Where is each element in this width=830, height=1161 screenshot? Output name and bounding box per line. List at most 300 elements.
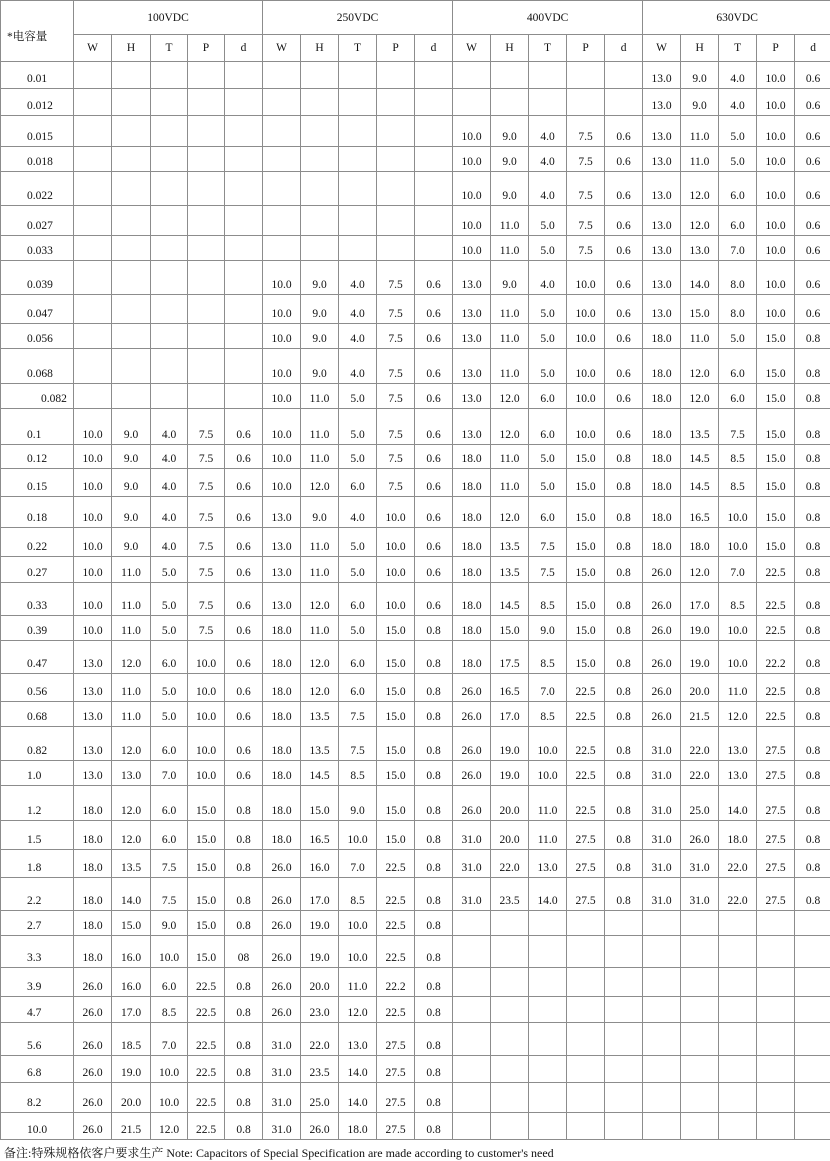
capacitance-cell: 1.2	[1, 786, 74, 821]
table-row	[1, 62, 830, 89]
dimension-cell-v400-p: 15.0	[567, 583, 605, 616]
dimension-cell-v630-t: 13.0	[719, 761, 757, 786]
dimension-cell-v100-h: 11.0	[112, 557, 151, 583]
dimension-cell-v250-p: 15.0	[377, 674, 415, 702]
dimension-cell-v250-p: 27.5	[377, 1023, 415, 1056]
dimension-cell-v250-h: 15.0	[301, 786, 339, 821]
table-row	[1, 557, 830, 583]
dimension-cell-v630-h: 12.0	[681, 349, 719, 384]
dimension-cell-v250-p: 15.0	[377, 761, 415, 786]
capacitance-cell: 1.5	[1, 821, 74, 850]
dimension-cell-v630-t	[719, 997, 757, 1023]
dimension-cell-v100-h: 12.0	[112, 786, 151, 821]
dimension-cell-v630-h	[681, 1113, 719, 1140]
dimension-cell-v250-p: 22.2	[377, 968, 415, 997]
dimension-cell-v630-h: 11.0	[681, 147, 719, 172]
dimension-cell-v100-d: 0.6	[225, 761, 263, 786]
dimension-cell-v400-t: 5.0	[529, 206, 567, 236]
dimension-cell-v250-d: 0.8	[415, 1113, 453, 1140]
dimension-cell-v400-t: 5.0	[529, 324, 567, 349]
capacitance-cell: 0.68	[1, 702, 74, 727]
dimension-cell-v100-w: 26.0	[74, 1113, 112, 1140]
dimension-cell-v250-t: 4.0	[339, 295, 377, 324]
dimension-cell-v100-d: 08	[225, 936, 263, 968]
capacitance-cell: 0.082	[1, 384, 74, 409]
dimension-cell-v400-h: 17.0	[491, 702, 529, 727]
dimension-cell-v250-d: 0.8	[415, 878, 453, 911]
dimension-cell-v100-t: 6.0	[151, 727, 188, 761]
dimension-cell-v630-h: 31.0	[681, 878, 719, 911]
dimension-cell-v100-d	[225, 206, 263, 236]
dimension-cell-v400-d: 0.8	[605, 616, 643, 641]
table-row	[1, 469, 830, 497]
dimension-cell-v400-h	[491, 936, 529, 968]
dimension-cell-v100-d	[225, 384, 263, 409]
dimension-cell-v250-t: 6.0	[339, 583, 377, 616]
dimension-cell-v400-t	[529, 911, 567, 936]
dimension-cell-v250-d: 0.8	[415, 761, 453, 786]
dimension-cell-v250-w: 10.0	[263, 261, 301, 295]
dimension-cell-v250-t: 6.0	[339, 641, 377, 674]
dimension-cell-v250-p: 15.0	[377, 786, 415, 821]
dimension-cell-v250-w: 10.0	[263, 469, 301, 497]
dimension-cell-v250-w: 13.0	[263, 557, 301, 583]
dimension-cell-v630-p: 10.0	[757, 89, 795, 116]
dimension-cell-v100-d: 0.6	[225, 497, 263, 528]
dimension-cell-v630-t: 10.0	[719, 641, 757, 674]
dimension-cell-v250-h: 19.0	[301, 936, 339, 968]
dimension-cell-v100-w	[74, 62, 112, 89]
dimension-cell-v250-p: 27.5	[377, 1083, 415, 1113]
dimension-cell-v100-t: 4.0	[151, 469, 188, 497]
dimension-cell-v100-d: 0.6	[225, 727, 263, 761]
dimension-cell-v250-p: 22.5	[377, 936, 415, 968]
dimension-cell-v100-d	[225, 172, 263, 206]
dimension-cell-v100-t: 5.0	[151, 616, 188, 641]
dimension-cell-v250-h: 9.0	[301, 295, 339, 324]
dimension-cell-v630-h: 11.0	[681, 324, 719, 349]
dimension-cell-v250-h: 13.5	[301, 702, 339, 727]
capacitance-cell: 0.039	[1, 261, 74, 295]
capacitance-cell: 3.3	[1, 936, 74, 968]
dimension-cell-v100-w: 18.0	[74, 878, 112, 911]
dimension-cell-v100-w: 10.0	[74, 497, 112, 528]
dimension-cell-v630-d	[795, 1083, 830, 1113]
dimension-cell-v250-h: 23.5	[301, 1056, 339, 1083]
dimension-cell-v250-p: 22.5	[377, 850, 415, 878]
dimension-cell-v100-p	[188, 295, 225, 324]
dimension-cell-v630-h: 12.0	[681, 172, 719, 206]
dimension-cell-v400-t: 7.0	[529, 674, 567, 702]
dimension-cell-v400-p: 22.5	[567, 786, 605, 821]
dimension-cell-v630-p: 22.5	[757, 674, 795, 702]
capacitance-cell: 10.0	[1, 1113, 74, 1140]
dimension-cell-v100-d	[225, 89, 263, 116]
column-header-d: d	[795, 35, 830, 62]
dimension-cell-v400-d: 0.6	[605, 324, 643, 349]
dimension-cell-v100-p: 7.5	[188, 497, 225, 528]
dimension-cell-v400-t: 6.0	[529, 497, 567, 528]
dimension-cell-v630-t: 13.0	[719, 727, 757, 761]
dimension-cell-v630-h: 31.0	[681, 850, 719, 878]
dimension-cell-v400-p: 15.0	[567, 528, 605, 557]
dimension-cell-v630-w: 13.0	[643, 147, 681, 172]
dimension-cell-v250-h: 12.0	[301, 583, 339, 616]
dimension-cell-v400-d: 0.8	[605, 702, 643, 727]
dimension-cell-v100-d: 0.6	[225, 583, 263, 616]
dimension-cell-v250-t: 4.0	[339, 261, 377, 295]
dimension-cell-v630-p: 10.0	[757, 261, 795, 295]
dimension-cell-v630-d	[795, 1113, 830, 1140]
dimension-cell-v100-h: 20.0	[112, 1083, 151, 1113]
dimension-cell-v630-d: 0.8	[795, 583, 830, 616]
dimension-cell-v630-w: 31.0	[643, 850, 681, 878]
dimension-cell-v630-d: 0.8	[795, 409, 830, 445]
dimension-cell-v100-p: 10.0	[188, 727, 225, 761]
dimension-cell-v100-t: 7.5	[151, 850, 188, 878]
dimension-cell-v630-p	[757, 911, 795, 936]
dimension-cell-v100-d: 0.6	[225, 702, 263, 727]
dimension-cell-v250-d: 0.8	[415, 936, 453, 968]
dimension-cell-v630-p: 22.5	[757, 557, 795, 583]
dimension-cell-v100-h: 14.0	[112, 878, 151, 911]
dimension-cell-v400-h: 12.0	[491, 497, 529, 528]
table-row	[1, 261, 830, 295]
dimension-cell-v100-w: 13.0	[74, 727, 112, 761]
dimension-cell-v250-h: 12.0	[301, 469, 339, 497]
dimension-cell-v100-d: 0.6	[225, 469, 263, 497]
dimension-cell-v630-p: 15.0	[757, 445, 795, 469]
dimension-cell-v630-h: 17.0	[681, 583, 719, 616]
dimension-cell-v400-t: 8.5	[529, 583, 567, 616]
table-row	[1, 727, 830, 761]
dimension-cell-v400-d: 0.6	[605, 116, 643, 147]
dimension-cell-v250-t: 6.0	[339, 674, 377, 702]
dimension-cell-v100-d: 0.8	[225, 1113, 263, 1140]
dimension-cell-v100-p	[188, 324, 225, 349]
dimension-cell-v250-t: 10.0	[339, 821, 377, 850]
dimension-cell-v250-w	[263, 89, 301, 116]
dimension-cell-v400-p: 15.0	[567, 557, 605, 583]
voltage-group-100vdc: 100VDC	[74, 1, 263, 35]
dimension-cell-v630-t: 10.0	[719, 616, 757, 641]
dimension-cell-v250-t	[339, 62, 377, 89]
dimension-cell-v630-p: 15.0	[757, 384, 795, 409]
dimension-cell-v100-d: 0.8	[225, 997, 263, 1023]
dimension-cell-v100-w: 26.0	[74, 997, 112, 1023]
dimension-cell-v100-h: 19.0	[112, 1056, 151, 1083]
dimension-cell-v250-h: 13.5	[301, 727, 339, 761]
dimension-cell-v100-p: 7.5	[188, 445, 225, 469]
dimension-cell-v400-w	[453, 1083, 491, 1113]
dimension-cell-v400-w: 26.0	[453, 786, 491, 821]
dimension-cell-v630-p	[757, 968, 795, 997]
dimension-cell-v100-p	[188, 116, 225, 147]
dimension-cell-v400-d: 0.8	[605, 821, 643, 850]
dimension-cell-v400-h	[491, 62, 529, 89]
dimension-cell-v400-h: 9.0	[491, 116, 529, 147]
dimension-cell-v100-p: 15.0	[188, 821, 225, 850]
dimension-cell-v630-t: 4.0	[719, 62, 757, 89]
dimension-cell-v100-h	[112, 236, 151, 261]
capacitance-cell: 0.027	[1, 206, 74, 236]
dimension-cell-v400-p: 15.0	[567, 445, 605, 469]
dimension-cell-v400-h: 19.0	[491, 761, 529, 786]
dimension-cell-v100-p: 10.0	[188, 702, 225, 727]
dimension-cell-v250-w: 10.0	[263, 324, 301, 349]
dimension-cell-v100-t: 7.0	[151, 761, 188, 786]
dimension-cell-v630-p	[757, 1083, 795, 1113]
dimension-cell-v630-t: 8.0	[719, 261, 757, 295]
dimension-cell-v100-p: 15.0	[188, 936, 225, 968]
dimension-cell-v400-p: 15.0	[567, 641, 605, 674]
dimension-cell-v400-t: 4.0	[529, 147, 567, 172]
dimension-cell-v630-w	[643, 1056, 681, 1083]
dimension-cell-v100-w	[74, 349, 112, 384]
dimension-cell-v100-w: 10.0	[74, 583, 112, 616]
dimension-cell-v250-w	[263, 236, 301, 261]
dimension-cell-v400-h: 22.0	[491, 850, 529, 878]
dimension-cell-v250-p	[377, 236, 415, 261]
dimension-cell-v630-d	[795, 968, 830, 997]
dimension-cell-v250-t	[339, 147, 377, 172]
dimension-cell-v630-w: 18.0	[643, 445, 681, 469]
dimension-cell-v630-h: 19.0	[681, 641, 719, 674]
dimension-cell-v250-p: 22.5	[377, 911, 415, 936]
dimension-cell-v630-t: 14.0	[719, 786, 757, 821]
dimension-cell-v400-t	[529, 968, 567, 997]
dimension-cell-v250-w	[263, 206, 301, 236]
dimension-cell-v400-h: 23.5	[491, 878, 529, 911]
dimension-cell-v630-t: 10.0	[719, 528, 757, 557]
dimension-cell-v400-p: 7.5	[567, 236, 605, 261]
dimension-cell-v630-t: 6.0	[719, 384, 757, 409]
dimension-cell-v100-t	[151, 206, 188, 236]
dimension-cell-v630-t	[719, 1056, 757, 1083]
dimension-cell-v630-h: 25.0	[681, 786, 719, 821]
dimension-cell-v400-h: 11.0	[491, 295, 529, 324]
dimension-cell-v630-h: 20.0	[681, 674, 719, 702]
dimension-cell-v100-t: 6.0	[151, 786, 188, 821]
dimension-cell-v630-t	[719, 1023, 757, 1056]
dimension-cell-v400-w: 26.0	[453, 727, 491, 761]
dimension-cell-v100-h	[112, 295, 151, 324]
dimension-cell-v630-d: 0.8	[795, 674, 830, 702]
dimension-cell-v100-h: 12.0	[112, 821, 151, 850]
dimension-cell-v400-p: 10.0	[567, 409, 605, 445]
dimension-cell-v400-t	[529, 997, 567, 1023]
dimension-cell-v630-t: 5.0	[719, 147, 757, 172]
table-row	[1, 641, 830, 674]
dimension-cell-v400-h: 9.0	[491, 261, 529, 295]
dimension-cell-v400-h	[491, 1113, 529, 1140]
dimension-cell-v400-w: 13.0	[453, 384, 491, 409]
capacitance-cell: 0.1	[1, 409, 74, 445]
table-row	[1, 89, 830, 116]
dimension-cell-v400-d: 0.8	[605, 727, 643, 761]
dimension-cell-v250-w: 18.0	[263, 674, 301, 702]
dimension-cell-v400-w: 13.0	[453, 261, 491, 295]
dimension-cell-v250-w: 10.0	[263, 349, 301, 384]
dimension-cell-v100-h: 9.0	[112, 528, 151, 557]
dimension-cell-v100-d: 0.6	[225, 409, 263, 445]
dimension-cell-v630-h: 18.0	[681, 528, 719, 557]
dimension-cell-v100-d	[225, 349, 263, 384]
dimension-cell-v400-h: 11.0	[491, 469, 529, 497]
dimension-cell-v250-d	[415, 116, 453, 147]
dimension-cell-v100-t: 4.0	[151, 445, 188, 469]
dimension-cell-v250-w: 18.0	[263, 786, 301, 821]
dimension-cell-v630-w: 18.0	[643, 349, 681, 384]
capacitance-cell: 4.7	[1, 997, 74, 1023]
dimension-cell-v630-d	[795, 911, 830, 936]
dimension-cell-v250-t: 18.0	[339, 1113, 377, 1140]
dimension-cell-v250-p: 22.5	[377, 997, 415, 1023]
dimension-cell-v630-w: 31.0	[643, 821, 681, 850]
dimension-cell-v630-d	[795, 997, 830, 1023]
dimension-cell-v630-p	[757, 1056, 795, 1083]
dimension-cell-v400-p: 10.0	[567, 349, 605, 384]
dimension-cell-v400-d: 0.8	[605, 497, 643, 528]
dimension-cell-v100-d	[225, 236, 263, 261]
dimension-cell-v400-w	[453, 968, 491, 997]
dimension-cell-v400-w: 18.0	[453, 616, 491, 641]
dimension-cell-v630-p: 15.0	[757, 324, 795, 349]
dimension-cell-v400-w: 31.0	[453, 850, 491, 878]
dimension-cell-v250-w: 26.0	[263, 997, 301, 1023]
dimension-cell-v400-h: 12.0	[491, 409, 529, 445]
dimension-cell-v630-h: 16.5	[681, 497, 719, 528]
capacitance-cell: 0.18	[1, 497, 74, 528]
dimension-cell-v630-d: 0.8	[795, 761, 830, 786]
table-row	[1, 384, 830, 409]
dimension-cell-v400-t: 7.5	[529, 528, 567, 557]
dimension-cell-v630-p: 27.5	[757, 821, 795, 850]
capacitance-cell: 0.056	[1, 324, 74, 349]
column-header-w: W	[643, 35, 681, 62]
dimension-cell-v400-p	[567, 89, 605, 116]
dimension-cell-v100-w: 18.0	[74, 821, 112, 850]
dimension-cell-v250-t: 14.0	[339, 1083, 377, 1113]
dimension-cell-v400-d: 0.6	[605, 261, 643, 295]
table-row	[1, 172, 830, 206]
dimension-cell-v100-p	[188, 147, 225, 172]
dimension-cell-v630-d: 0.8	[795, 727, 830, 761]
dimension-cell-v400-d: 0.8	[605, 445, 643, 469]
dimension-cell-v100-d	[225, 295, 263, 324]
dimension-cell-v100-w: 18.0	[74, 936, 112, 968]
dimension-cell-v400-t	[529, 1113, 567, 1140]
table-row	[1, 821, 830, 850]
dimension-cell-v250-p	[377, 147, 415, 172]
dimension-cell-v250-h	[301, 147, 339, 172]
dimension-cell-v630-p: 22.5	[757, 583, 795, 616]
dimension-cell-v100-h	[112, 349, 151, 384]
dimension-cell-v400-w: 13.0	[453, 349, 491, 384]
dimension-cell-v400-p	[567, 1113, 605, 1140]
column-header-t: T	[529, 35, 567, 62]
dimension-cell-v100-t: 4.0	[151, 528, 188, 557]
dimension-cell-v100-d	[225, 147, 263, 172]
dimension-cell-v100-h	[112, 384, 151, 409]
dimension-cell-v100-t: 4.0	[151, 497, 188, 528]
column-header-t: T	[151, 35, 188, 62]
dimension-cell-v250-t: 5.0	[339, 616, 377, 641]
dimension-cell-v100-p: 22.5	[188, 1056, 225, 1083]
table-row	[1, 324, 830, 349]
column-header-p: P	[567, 35, 605, 62]
dimension-cell-v100-h	[112, 261, 151, 295]
dimension-cell-v100-h: 12.0	[112, 727, 151, 761]
dimension-cell-v100-d: 0.8	[225, 878, 263, 911]
dimension-cell-v630-p: 22.5	[757, 702, 795, 727]
dimension-cell-v250-h: 26.0	[301, 1113, 339, 1140]
dimension-cell-v250-w: 13.0	[263, 528, 301, 557]
dimension-cell-v100-w: 18.0	[74, 911, 112, 936]
dimension-cell-v100-t: 5.0	[151, 674, 188, 702]
dimension-cell-v250-t: 5.0	[339, 409, 377, 445]
dimension-cell-v400-w	[453, 936, 491, 968]
dimension-cell-v400-w: 18.0	[453, 557, 491, 583]
dimension-cell-v250-t: 13.0	[339, 1023, 377, 1056]
column-header-w: W	[453, 35, 491, 62]
dimension-cell-v630-w	[643, 968, 681, 997]
dimension-cell-v630-p	[757, 997, 795, 1023]
dimension-cell-v400-t: 8.5	[529, 702, 567, 727]
dimension-cell-v100-t	[151, 295, 188, 324]
dimension-cell-v250-w: 26.0	[263, 850, 301, 878]
dimension-cell-v250-d: 0.8	[415, 968, 453, 997]
dimension-cell-v100-h: 15.0	[112, 911, 151, 936]
dimension-cell-v630-d: 0.8	[795, 384, 830, 409]
dimension-cell-v630-h	[681, 997, 719, 1023]
table-row	[1, 409, 830, 445]
table-row	[1, 528, 830, 557]
dimension-cell-v400-h: 13.5	[491, 557, 529, 583]
dimension-cell-v100-t: 7.5	[151, 878, 188, 911]
dimension-cell-v250-h: 16.5	[301, 821, 339, 850]
dimension-cell-v100-w: 13.0	[74, 761, 112, 786]
dimension-cell-v400-w: 10.0	[453, 172, 491, 206]
dimension-cell-v630-w: 26.0	[643, 583, 681, 616]
dimension-cell-v100-h: 18.5	[112, 1023, 151, 1056]
dimension-cell-v630-t	[719, 1083, 757, 1113]
capacitance-cell: 1.0	[1, 761, 74, 786]
dimension-cell-v630-h: 9.0	[681, 89, 719, 116]
dimension-cell-v630-d: 0.8	[795, 445, 830, 469]
dimension-cell-v100-w	[74, 89, 112, 116]
table-row	[1, 850, 830, 878]
dimension-cell-v630-h	[681, 1083, 719, 1113]
dimension-cell-v400-d: 0.8	[605, 674, 643, 702]
dimension-cell-v250-d: 0.8	[415, 674, 453, 702]
capacitance-cell: 0.047	[1, 295, 74, 324]
dimension-cell-v400-d	[605, 1056, 643, 1083]
dimension-cell-v250-d: 0.8	[415, 641, 453, 674]
dimension-cell-v630-d: 0.8	[795, 821, 830, 850]
dimension-cell-v250-t: 8.5	[339, 878, 377, 911]
dimension-cell-v630-p: 10.0	[757, 116, 795, 147]
dimension-cell-v630-p: 27.5	[757, 727, 795, 761]
column-header-t: T	[339, 35, 377, 62]
dimension-cell-v400-w	[453, 1023, 491, 1056]
dimension-cell-v400-d	[605, 1023, 643, 1056]
dimension-cell-v630-w	[643, 936, 681, 968]
dimension-cell-v250-w: 10.0	[263, 295, 301, 324]
dimension-cell-v630-d: 0.8	[795, 557, 830, 583]
capacitance-cell: 0.15	[1, 469, 74, 497]
dimension-cell-v630-w: 26.0	[643, 702, 681, 727]
